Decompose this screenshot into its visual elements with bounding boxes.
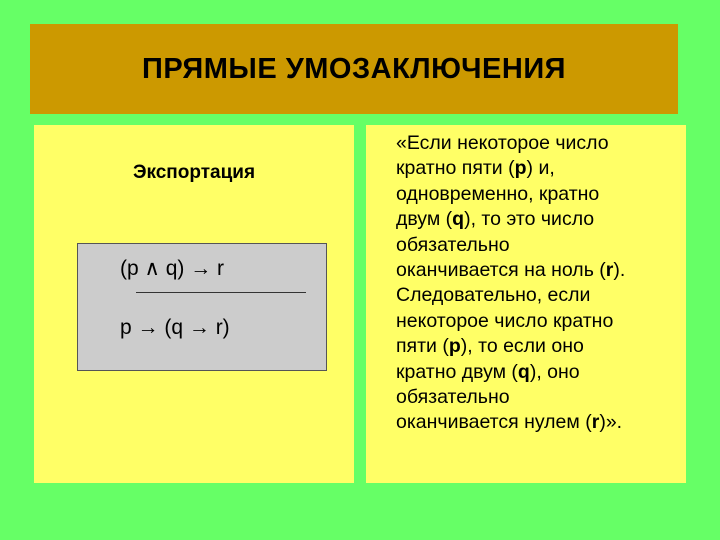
quote-line	[396, 233, 686, 258]
slide-title: ПРЯМЫЕ УМОЗАКЛЮЧЕНИЯ	[141, 52, 567, 85]
quote-line	[396, 360, 686, 385]
variable-letter: q	[452, 208, 465, 231]
quote-line	[396, 207, 686, 232]
quote-text: одновременно, кратно	[396, 182, 600, 205]
quote-line	[396, 283, 686, 308]
quote-line	[396, 410, 686, 435]
quote-text: обязательно	[396, 386, 510, 409]
quote-line	[396, 334, 686, 359]
quote-text: ) и,	[526, 157, 555, 180]
premise-formula: (p ∧ q) → r	[120, 257, 225, 280]
quote-text: оканчивается нулем (	[396, 411, 592, 434]
example-quote	[396, 131, 686, 436]
quote-text: обязательно	[396, 233, 510, 256]
title-bar	[30, 24, 678, 114]
quote-text: кратно пяти (	[396, 157, 515, 180]
quote-text: )».	[599, 411, 623, 434]
quote-line	[396, 258, 686, 283]
conclusion-formula: p → (q → r)	[120, 316, 230, 339]
quote-text: Следовательно, если	[396, 284, 591, 307]
quote-text: ), то если оно	[460, 335, 584, 358]
rule-heading: Экспортация	[132, 162, 256, 183]
quote-line	[396, 385, 686, 410]
quote-text: некоторое число кратно	[396, 309, 614, 332]
quote-text: «Если некоторое число	[396, 132, 609, 154]
quote-text: двум (	[396, 208, 453, 231]
quote-text: ), то это число	[464, 208, 595, 231]
inference-line	[136, 292, 306, 293]
left-panel	[34, 125, 354, 483]
quote-text: оканчивается на ноль (	[396, 259, 606, 282]
quote-text: ).	[613, 259, 626, 282]
variable-letter: q	[517, 360, 530, 383]
variable-letter: r	[591, 411, 600, 434]
quote-line	[396, 309, 686, 334]
variable-letter: r	[605, 259, 614, 282]
variable-letter: p	[448, 335, 461, 358]
quote-line	[396, 131, 686, 156]
variable-letter: p	[514, 157, 527, 180]
quote-line	[396, 182, 686, 207]
quote-line	[396, 156, 686, 181]
quote-text: ), оно	[529, 360, 580, 383]
quote-text: пяти (	[396, 335, 449, 358]
quote-text: кратно двум (	[396, 360, 518, 383]
formula-box	[77, 243, 327, 371]
right-panel	[366, 125, 686, 483]
